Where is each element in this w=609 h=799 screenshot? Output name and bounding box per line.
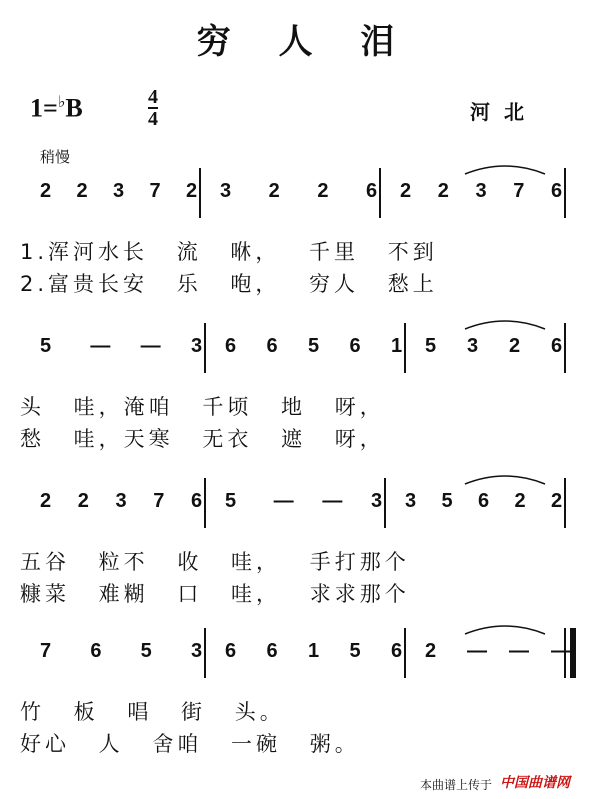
note: — [467,640,487,662]
note: 7 [40,640,52,662]
lyric-line: 愁 哇，天寒 无衣 遮 呀， [20,427,385,451]
note: 2 [40,490,52,512]
note: 6 [478,490,490,512]
key-prefix: 1= [30,93,58,123]
note: 6 [266,640,278,662]
note: 1 [308,640,320,662]
note: 5 [40,335,52,357]
note: 6 [391,640,403,662]
note: 5 [441,490,453,512]
note: 7 [513,180,525,202]
note: 2 [425,640,437,662]
note: 3 [191,640,203,662]
note: 3 [405,490,417,512]
note: — [140,335,161,357]
note: 6 [266,335,278,357]
note: 5 [425,335,437,357]
note: 7 [153,490,165,512]
note: 6 [191,490,203,512]
note: 2 [437,180,449,202]
note: 2 [77,490,89,512]
note: 2 [40,180,52,202]
lyric-line: 五谷 粒不 收 哇， 手打那个 [20,550,410,574]
note: 3 [191,335,203,357]
note: 2 [268,180,280,202]
note: 3 [113,180,125,202]
note: 6 [349,335,361,357]
meter-top: 4 [148,86,158,108]
note: 2 [400,180,412,202]
note: — [90,335,111,357]
song-title: 穷 人 泪 [196,22,413,62]
lyric-line: 竹 板 唱 街 头。 [20,700,285,724]
note: 3 [220,180,232,202]
note: 2 [514,490,526,512]
lyric-line: 2.富贵长安 乐 咆， 穷人 愁上 [20,272,438,296]
tempo-marking: 稍慢 [40,148,71,166]
slur [465,321,545,329]
note: 6 [225,335,237,357]
note: — [273,490,294,512]
note: 2 [509,335,521,357]
note: 6 [366,180,378,202]
note: 2 [76,180,88,202]
note: 7 [149,180,161,202]
note: 2 [317,180,329,202]
note: 3 [371,490,383,512]
slur [465,166,545,174]
meter-bottom: 4 [148,108,158,130]
lyric-line: 糠菜 难糊 口 哇， 求求那个 [20,582,410,606]
note: 6 [90,640,102,662]
note: 3 [467,335,479,357]
note: — [509,640,529,662]
note: 3 [115,490,127,512]
slur [465,476,545,484]
lyric-line: 头 哇，淹咱 千顷 地 呀， [20,395,385,419]
note: 3 [475,180,487,202]
site-logo: 中国曲谱网 [500,775,570,791]
lyric-line: 1.浑河水长 流 咻， 千里 不到 [20,240,438,264]
upload-note: 本曲谱上传于 [420,778,493,792]
note: 5 [308,335,320,357]
flat-sign: ♭ [57,94,66,111]
note: 6 [551,335,563,357]
note: 2 [186,180,198,202]
note: 5 [349,640,361,662]
lyric-line: 好心 人 舍咱 一碗 粥。 [20,732,360,756]
note: — [322,490,343,512]
note: — [551,640,571,662]
note: 2 [551,490,563,512]
note: 5 [225,490,237,512]
note: 6 [225,640,237,662]
note: 5 [140,640,152,662]
key-note: B [65,93,83,123]
note: 1 [391,335,403,357]
region-label: 河北 [470,100,538,124]
slur [465,626,545,634]
note: 6 [551,180,563,202]
